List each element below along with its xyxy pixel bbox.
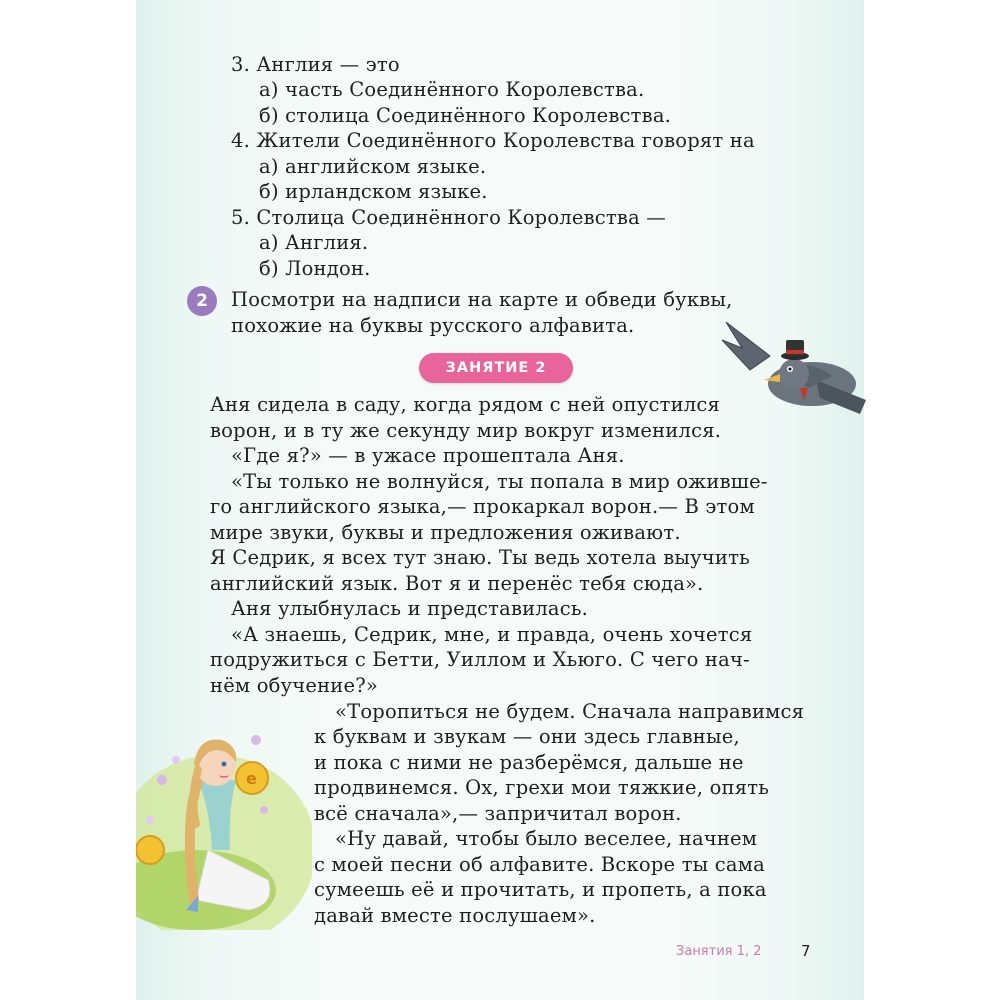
story-line: английский язык. Вот я и перенёс тебя сюда». (210, 572, 704, 595)
story-line: всё сначала»,— запричитал ворон. (314, 802, 682, 825)
story-line: продвинемся. Ох, грехи мои тяжкие, опять (314, 776, 770, 799)
question-5-option-a: а) Англия. (259, 231, 369, 254)
story-line: с моей песни об алфавите. Вскоре ты сама (314, 853, 765, 876)
question-5-option-b: б) Лондон. (259, 257, 371, 280)
question-4: 4. Жители Соединённого Королевства говорят на (231, 129, 755, 152)
story-line: го английского языка,— прокаркал ворон.— В этом (210, 495, 755, 518)
task-number-badge: 2 (187, 286, 217, 316)
story-line: «Где я?» — в ужасе прошептала Аня. (231, 444, 625, 467)
story-line: Аня улыбнулась и представилась. (231, 597, 589, 620)
story-line: к буквам и звукам — они здесь главные, (314, 725, 740, 748)
story-line: сумеешь её и прочитать, и пропеть, а пока (314, 878, 767, 901)
story-line: «Торопиться не будем. Сначала направимся (335, 700, 805, 723)
story-line: мире звуки, буквы и предложения оживают. (210, 521, 681, 544)
story-line: давай вместе послушаем». (314, 904, 596, 927)
story-line: «А знаешь, Седрик, мне, и правда, очень хочется (231, 623, 753, 646)
question-5: 5. Столица Соединённого Королевства — (231, 206, 667, 229)
lesson-badge: ЗАНЯТИЕ 2 (419, 353, 573, 383)
footer-lesson-label: Занятия 1, 2 (676, 944, 762, 959)
question-4-option-b: б) ирландском языке. (259, 180, 488, 203)
story-line: и пока с ними не разберёмся, дальше не (314, 751, 744, 774)
story-line: Аня сидела в саду, когда рядом с ней опустился (210, 393, 720, 416)
page-number: 7 (801, 942, 811, 960)
story-line: «Ну давай, чтобы было веселее, начнем (335, 827, 758, 850)
task-2-line-1: Посмотри на надписи на карте и обведи буквы, (231, 288, 733, 311)
task-2-line-2: похожие на буквы русского алфавита. (231, 314, 635, 337)
question-3-option-a: а) часть Соединённого Королевства. (259, 78, 645, 101)
crow-illustration (720, 318, 866, 422)
story-line: нём обучение?» (210, 674, 379, 697)
story-line: ворон, и в ту же секунду мир вокруг изменился. (210, 419, 722, 442)
question-3-option-b: б) столица Соединённого Королевства. (259, 104, 672, 127)
story-line: подружиться с Бетти, Уиллом и Хьюго. С чего нач- (210, 648, 750, 671)
question-3: 3. Англия — это (231, 53, 400, 76)
question-4-option-a: а) английском языке. (259, 155, 487, 178)
story-line: «Ты только не волнуйся, ты попала в мир оживше- (231, 470, 768, 493)
story-line: Я Седрик, я всех тут знаю. Ты ведь хотела выучить (210, 546, 750, 569)
girl-illustration (136, 700, 312, 930)
svg-text:e: e (246, 769, 257, 788)
